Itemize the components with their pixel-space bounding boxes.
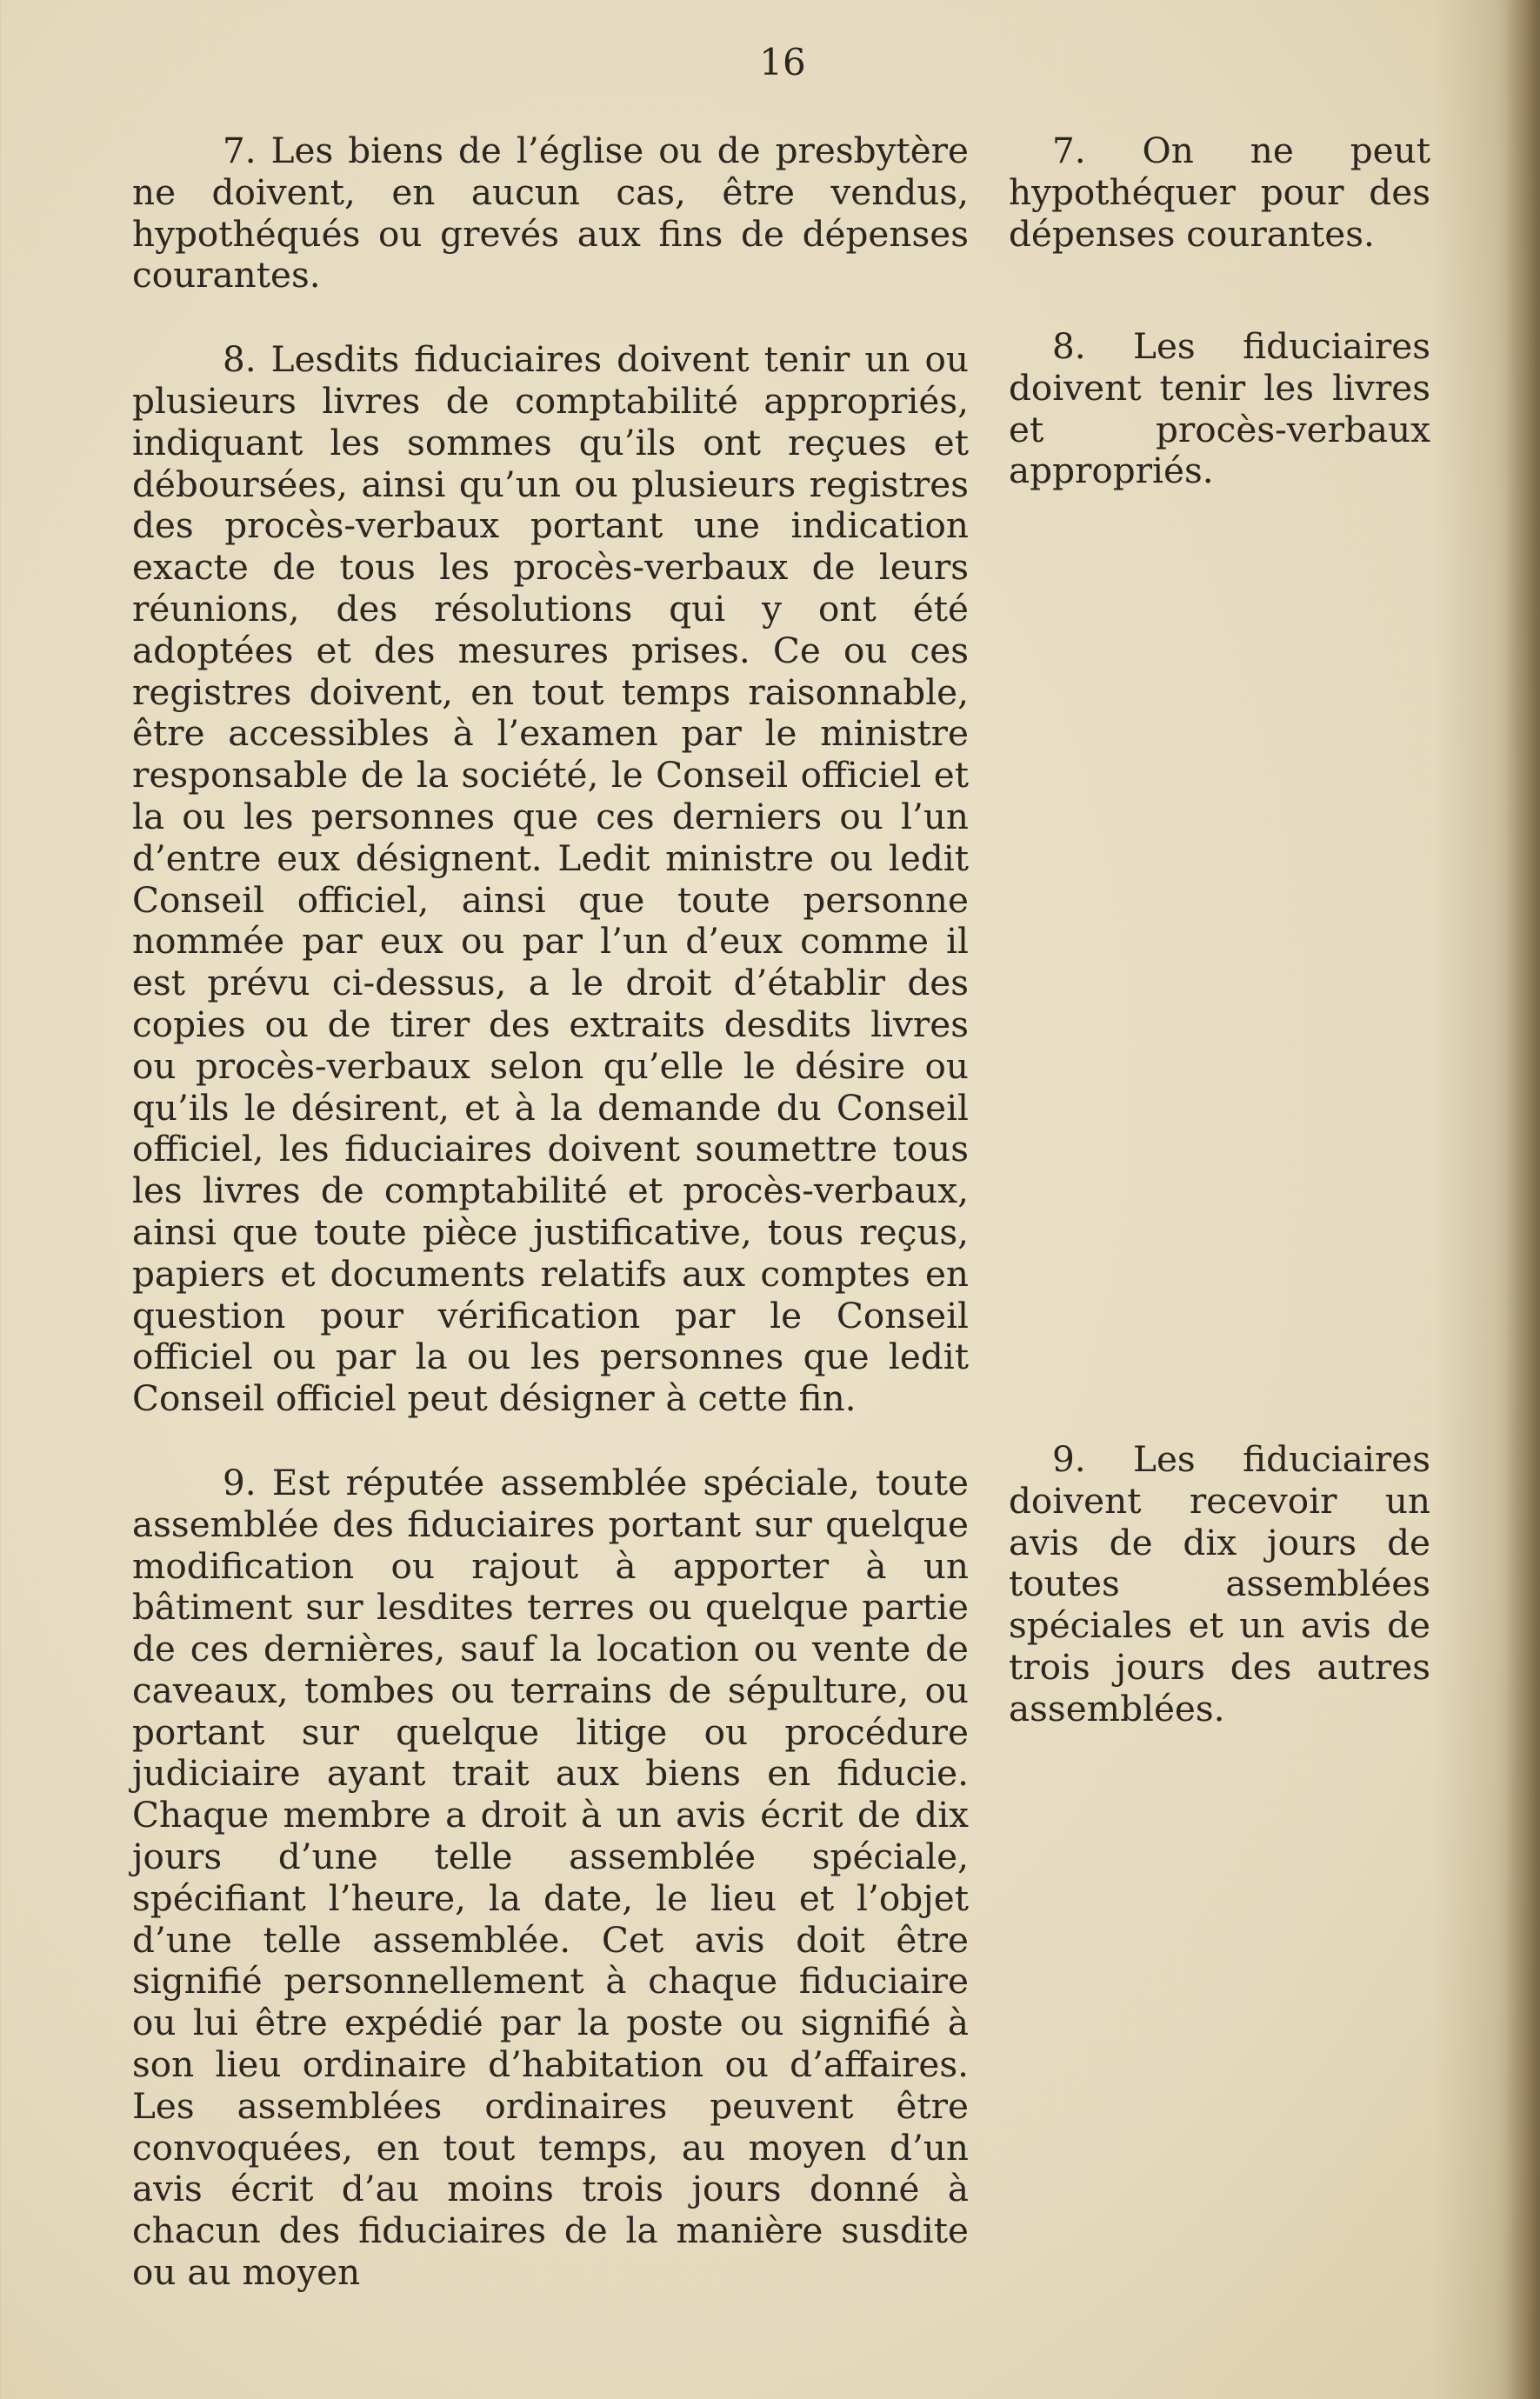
paragraph-9: 9. Est réputée assemblée spéciale, toute assemblée des fiduciaires portant sur quelque modification ou rajout à apporter à un bâtiment sur lesdites terres ou quelque partie de ces dernières, sauf la location ou vente de caveaux, tombes ou terrains de sépulture, ou portant sur quelque litige ou procédure judiciaire ayant trait aux biens en fiducie. Chaque membre a droit à un avis écrit de dix jours d’une telle assemblée spéciale, spécifiant l’heure, la date, le lieu et l’objet d’une telle assemblée. Cet avis doit être signifié personnellement à chaque fiduciaire ou lui être expédié par la poste ou signifié à son lieu ordinaire d’habitation ou d’affaires. Les assemblées ordinaires peuvent être convoquées, en tout temps, au moyen d’un avis écrit d’au moins trois jours donné à chacun des fiduciaires de la manière susdite ou au moyen: [132, 1461, 969, 2294]
main-text-column: [132, 130, 969, 2294]
paragraph-8: 8. Lesdits fiduciaires doivent tenir un ou plusieurs livres de comptabilité appropriés, indiquant les sommes qu’ils ont reçues et déboursées, ainsi qu’un ou plusieurs registres des procès-verbaux portant une indication exacte de tous les procès-verbaux de leurs réunions, des résolutions qui y ont été adoptées et des mesures prises. Ce ou ces registres doivent, en tout temps raisonnable, être accessibles à l’examen par le ministre responsable de la société, le Conseil officiel et la ou les personnes que ces derniers ou l’un d’entre eux désignent. Ledit ministre ou ledit Conseil officiel, ainsi que toute personne nommée par eux ou par l’un d’eux comme il est prévu ci-dessus, a le droit d’établir des copies ou de tirer des extraits desdits livres ou procès-verbaux selon qu’elle le désire ou qu’ils le désirent, et à la demande du Conseil officiel, les fiduciaires doivent soumettre tous les livres de comptabilité et procès-verbaux, ainsi que toute pièce justificative, tous reçus, papiers et documents relatifs aux comptes en question pour vérification par le Conseil officiel ou par la ou les personnes que ledit Conseil officiel peut désigner à cette fin.: [132, 338, 969, 1420]
marginal-notes-column: [1009, 130, 1430, 1729]
marginal-note-8: 8. Les fiduciaires doivent tenir les livres et procès-verbaux appropriés.: [1009, 325, 1430, 492]
marginal-note-9: 9. Les fiduciaires doivent recevoir un avis de dix jours de toutes assemblées spéciales et un avis de trois jours des autres assemblées.: [1009, 1438, 1430, 1729]
book-spine-shadow: [1505, 0, 1540, 2399]
paragraph-7: 7. Les biens de l’église ou de presbytère ne doivent, en aucun cas, être vendus, hypothéqués ou grevés aux fins de dépenses courantes.: [132, 130, 969, 297]
page-number: 16: [759, 41, 806, 83]
marginal-note-7: 7. On ne peut hypothéquer pour des dépenses courantes.: [1009, 130, 1430, 255]
